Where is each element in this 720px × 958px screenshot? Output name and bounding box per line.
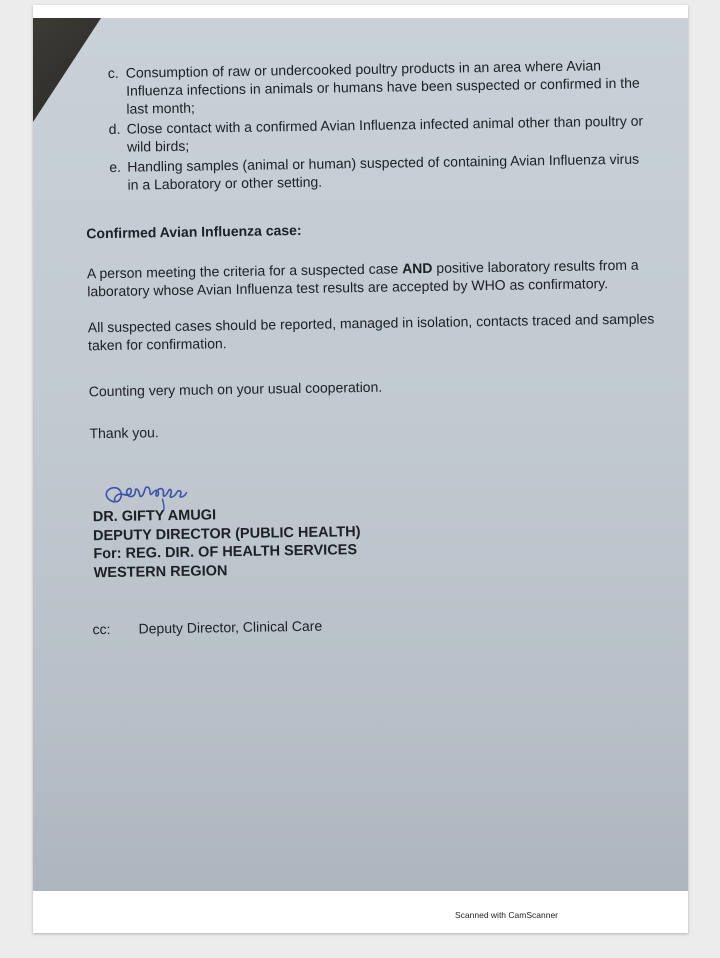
signatory-region: WESTERN REGION xyxy=(93,562,228,581)
signatory-title: DEPUTY DIRECTOR (PUBLIC HEALTH) xyxy=(92,523,361,544)
cc-recipient: Deputy Director, Clinical Care xyxy=(138,617,323,637)
list-text: Consumption of raw or undercooked poultry products in an area where Avian Influenza infections in animals or humans have been suspected or confirmed in the last month; xyxy=(125,57,640,117)
definition-text-continued: positive laboratory results from a laboratory whose Avian Influenza test results are accepted by WHO as confirmatory. xyxy=(87,256,639,300)
confirmed-case-definition xyxy=(87,255,662,300)
list-item xyxy=(109,111,649,155)
list-text: Handling samples (animal or human) suspected of containing Avian Influenza virus in a Laboratory or other setting. xyxy=(127,150,640,193)
list-marker: e. xyxy=(109,158,122,175)
list-text: Close contact with a confirmed Avian Influenza infected animal other than poultry or wild birds; xyxy=(126,112,644,155)
criteria-list xyxy=(108,55,650,195)
reporting-instruction: All suspected cases should be reported, managed in isolation, contacts traced and samples taken for confirmation. xyxy=(87,310,655,354)
letter-page xyxy=(33,18,688,891)
and-emphasis: AND xyxy=(401,259,433,277)
list-marker: c. xyxy=(107,64,119,81)
thank-you-line: Thank you. xyxy=(89,424,159,442)
signatory-for-line: For: REG. DIR. OF HEALTH SERVICES xyxy=(93,542,358,563)
signatory-name: DR. GIFTY AMUGI xyxy=(92,507,217,526)
list-item xyxy=(108,55,649,117)
definition-text: A person meeting the criteria for a suspected case xyxy=(86,260,403,282)
cooperation-line: Counting very much on your usual cooperation. xyxy=(88,378,383,400)
signature-block xyxy=(93,504,362,582)
scanner-watermark: Scanned with CamScanner xyxy=(455,910,559,920)
list-marker: d. xyxy=(108,120,121,137)
confirmed-case-heading: Confirmed Avian Influenza case: xyxy=(86,221,302,242)
cc-label: cc: xyxy=(92,621,111,638)
document-photo xyxy=(33,18,688,891)
cc-line xyxy=(92,617,322,639)
list-item xyxy=(109,149,649,193)
